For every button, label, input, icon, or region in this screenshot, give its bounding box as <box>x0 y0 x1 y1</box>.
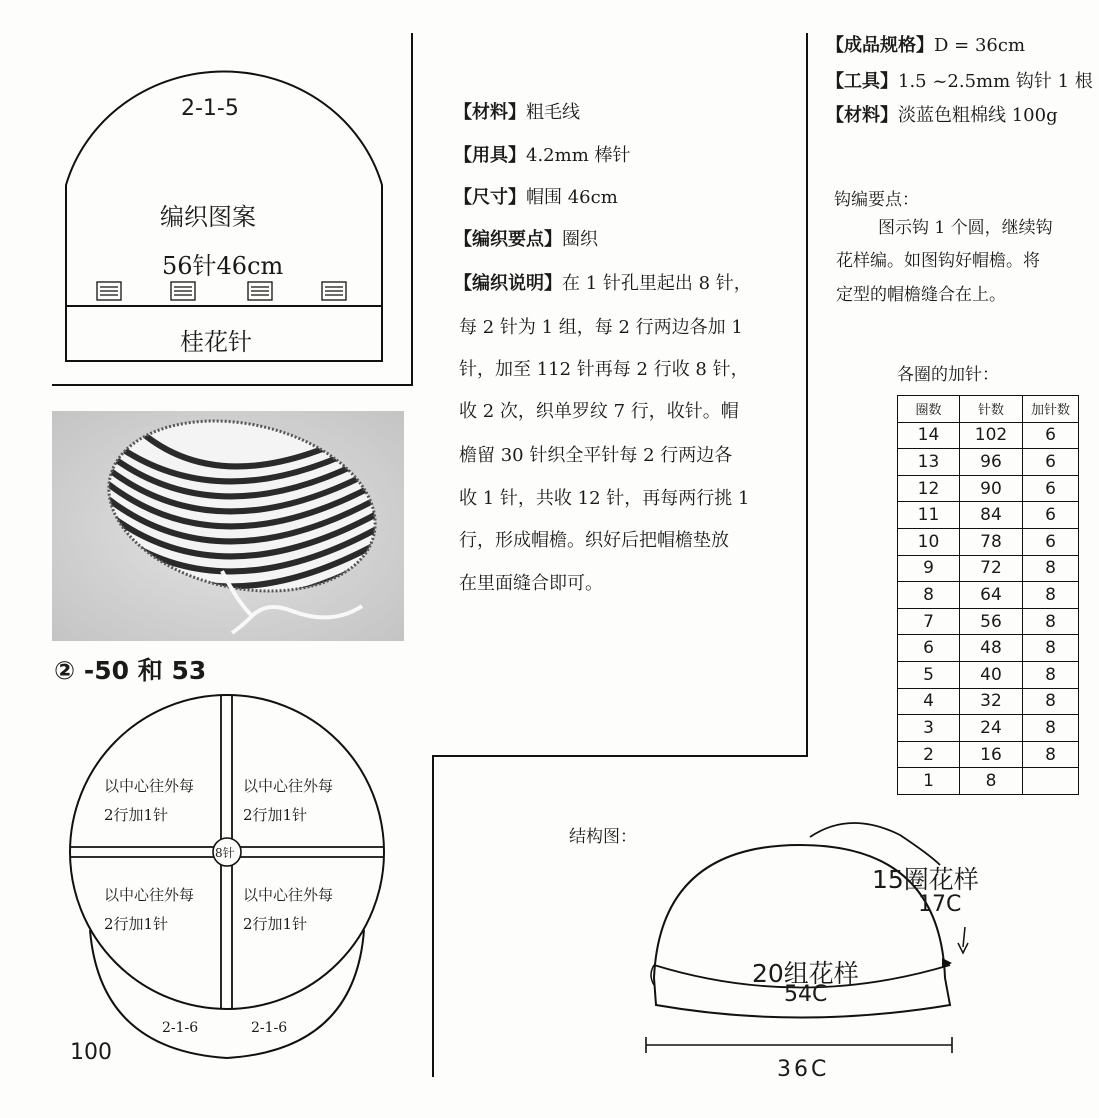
size-key: 【尺寸】 <box>454 187 526 208</box>
right-materials-value: 淡蓝色粗棉线 100g <box>898 105 1058 126</box>
table-row <box>898 608 1079 635</box>
hat-photo <box>52 411 404 641</box>
materials-value: 粗毛线 <box>526 102 580 123</box>
width-measure: 36C <box>777 1057 830 1082</box>
stitches-cell: 78 <box>960 528 1023 555</box>
table-row <box>898 768 1079 795</box>
right-tools-key: 【工具】 <box>826 71 898 92</box>
table-row <box>898 528 1079 555</box>
description-line-6: 收 1 针，共收 12 针，再每两行挑 1 <box>459 488 750 509</box>
page-number: 100 <box>70 1040 112 1065</box>
table-row <box>898 449 1079 476</box>
center-label: 8针 <box>215 846 235 860</box>
increase-cell: 8 <box>1023 715 1079 742</box>
increase-cell: 8 <box>1023 661 1079 688</box>
pattern-label: 编织图案 <box>160 203 256 231</box>
tools-key: 【用具】 <box>454 145 526 166</box>
quadrant-tl-line2: 2行加1针 <box>104 806 169 824</box>
table-row <box>898 555 1079 582</box>
frame-line-left-horizontal <box>52 384 413 386</box>
stitches-cell: 40 <box>960 661 1023 688</box>
photo-caption: ② -50 和 53 <box>54 656 207 685</box>
description-line-1 <box>454 274 752 294</box>
round-cell: 6 <box>898 635 960 662</box>
header-round: 圈数 <box>898 396 960 423</box>
key-points-key: 【编织要点】 <box>454 229 562 250</box>
table-row <box>898 661 1079 688</box>
round-cell: 4 <box>898 688 960 715</box>
materials-key: 【材料】 <box>454 102 526 123</box>
quadrant-bl-line2: 2行加1针 <box>104 915 169 933</box>
table-row <box>898 715 1079 742</box>
key-points-line <box>454 230 598 250</box>
border-label: 桂花针 <box>180 328 252 356</box>
tools-line <box>454 146 630 166</box>
stitch-count-label: 56针46cm <box>162 252 284 280</box>
stitches-cell: 96 <box>960 449 1023 476</box>
spec-key: 【成品规格】 <box>826 35 934 56</box>
stitches-cell: 48 <box>960 635 1023 662</box>
right-tools-line <box>826 72 1093 92</box>
stitches-cell: 24 <box>960 715 1023 742</box>
circle-outline <box>0 690 420 1070</box>
round-cell: 8 <box>898 582 960 609</box>
header-stitches: 针数 <box>960 396 1023 423</box>
key-points-value: 圈织 <box>562 229 598 250</box>
spec-line <box>826 36 1025 56</box>
right-materials-line <box>826 106 1058 126</box>
table-row <box>898 582 1079 609</box>
frame-line-right-vertical <box>806 33 808 755</box>
groups-label: 20组花样 <box>752 959 859 988</box>
table-row <box>898 635 1079 662</box>
rows-label: 2-1-5 <box>181 96 239 121</box>
stitches-cell: 102 <box>960 422 1023 449</box>
frame-line-bottom-vertical <box>432 755 434 1077</box>
increase-cell <box>1023 768 1079 795</box>
table-row <box>898 741 1079 768</box>
quadrant-tr-line1: 以中心往外每 <box>243 777 334 795</box>
quadrant-tr-line2: 2行加1针 <box>243 806 308 824</box>
increase-table <box>897 395 1079 795</box>
table-row <box>898 688 1079 715</box>
round-cell: 3 <box>898 715 960 742</box>
quadrant-bl-line1: 以中心往外每 <box>104 886 195 904</box>
round-cell: 14 <box>898 422 960 449</box>
stitches-cell: 72 <box>960 555 1023 582</box>
size-value: 帽围 46cm <box>526 187 618 208</box>
stitches-cell: 64 <box>960 582 1023 609</box>
increase-cell: 8 <box>1023 555 1079 582</box>
round-cell: 11 <box>898 502 960 529</box>
round-cell: 13 <box>898 449 960 476</box>
table-row <box>898 502 1079 529</box>
rounds-label: 15圈花样 <box>872 865 979 894</box>
stitches-cell: 8 <box>960 768 1023 795</box>
quadrant-tl-line1: 以中心往外每 <box>104 777 195 795</box>
table-row <box>898 475 1079 502</box>
round-cell: 7 <box>898 608 960 635</box>
increase-cell: 8 <box>1023 635 1079 662</box>
table-row <box>898 422 1079 449</box>
increase-cell: 6 <box>1023 449 1079 476</box>
materials-line <box>454 103 580 123</box>
spec-value: D = 36cm <box>934 35 1026 56</box>
quadrant-br-line1: 以中心往外每 <box>243 886 334 904</box>
hat-dome-outline <box>600 815 1020 1075</box>
round-cell: 5 <box>898 661 960 688</box>
brim-label-right: 2-1-6 <box>251 1020 288 1036</box>
round-cell: 1 <box>898 768 960 795</box>
striped-hat-illustration <box>52 411 404 641</box>
increase-cell: 8 <box>1023 741 1079 768</box>
crochet-line-3: 定型的帽檐缝合在上。 <box>836 285 1006 305</box>
right-tools-value: 1.5 ~2.5mm 钩针 1 根 <box>898 71 1093 92</box>
description-line-2: 每 2 针为 1 组，每 2 行两边各加 1 <box>459 317 743 338</box>
round-cell: 2 <box>898 741 960 768</box>
stitches-cell: 16 <box>960 741 1023 768</box>
increase-cell: 6 <box>1023 528 1079 555</box>
increase-cell: 6 <box>1023 475 1079 502</box>
increase-cell: 6 <box>1023 422 1079 449</box>
right-materials-key: 【材料】 <box>826 105 898 126</box>
crochet-title: 钩编要点： <box>834 190 919 210</box>
band-measure: 54C <box>784 982 828 1007</box>
stitches-cell: 56 <box>960 608 1023 635</box>
quadrant-br-line2: 2行加1针 <box>243 915 308 933</box>
stitches-cell: 90 <box>960 475 1023 502</box>
tools-value: 4.2mm 棒针 <box>526 145 631 166</box>
round-cell: 12 <box>898 475 960 502</box>
description-line-4: 收 2 次，织单罗纹 7 行，收针。帽 <box>459 401 739 422</box>
increase-cell: 6 <box>1023 502 1079 529</box>
increase-cell: 8 <box>1023 608 1079 635</box>
stitches-cell: 32 <box>960 688 1023 715</box>
increase-cell: 8 <box>1023 688 1079 715</box>
description-line-8: 在里面缝合即可。 <box>459 573 603 594</box>
description-line-3: 针，加至 112 针再每 2 行收 8 针， <box>459 359 749 380</box>
description-line-7: 行，形成帽檐。织好后把帽檐垫放 <box>459 530 729 551</box>
crochet-line-2: 花样编。如图钩好帽檐。将 <box>836 251 1040 271</box>
stitches-cell: 84 <box>960 502 1023 529</box>
header-increase: 加针数 <box>1023 396 1079 423</box>
table-header-row <box>898 396 1079 423</box>
frame-line-bottom-horizontal <box>432 755 808 757</box>
increase-cell: 8 <box>1023 582 1079 609</box>
description-line-5: 檐留 30 针织全平针每 2 行两边各 <box>459 445 733 466</box>
increase-table-title: 各圈的加针： <box>897 365 999 385</box>
top-measure: 17C <box>918 892 962 917</box>
structure-title: 结构图： <box>569 827 637 847</box>
description-text-1: 在 1 针孔里起出 8 针， <box>562 273 752 294</box>
round-cell: 10 <box>898 528 960 555</box>
brim-label-left: 2-1-6 <box>162 1020 199 1036</box>
size-line <box>454 188 618 208</box>
frame-line-left-vertical <box>411 33 413 385</box>
crochet-line-1: 图示钩 1 个圆，继续钩 <box>878 218 1053 238</box>
round-cell: 9 <box>898 555 960 582</box>
description-key: 【编织说明】 <box>454 273 562 294</box>
